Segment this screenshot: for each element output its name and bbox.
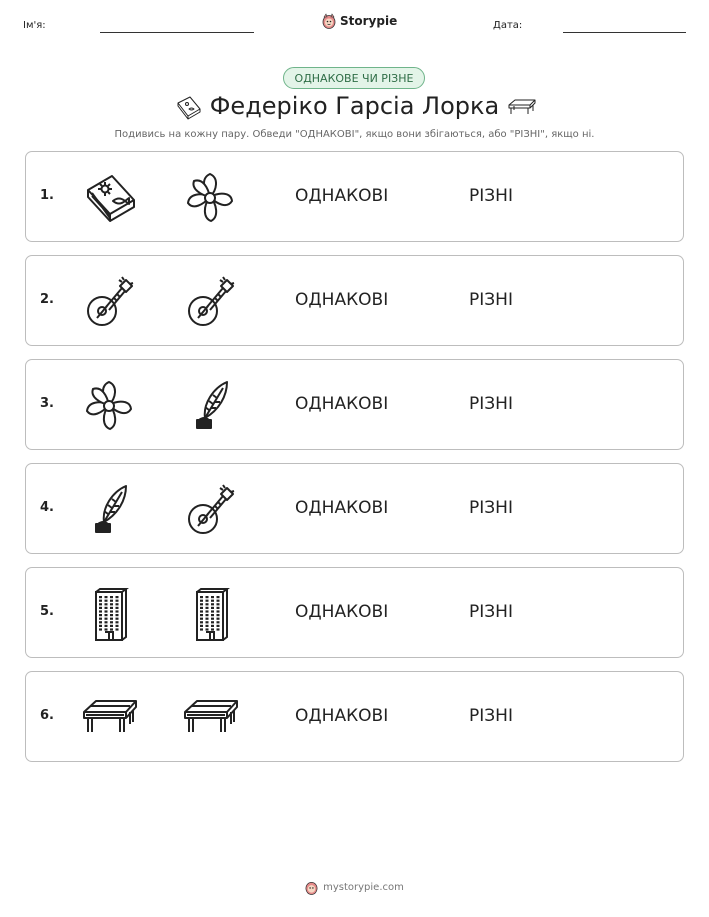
footer-url[interactable]: mystorypie.com (323, 882, 404, 893)
guitar-icon (181, 274, 239, 330)
row-number: 4. (40, 500, 54, 515)
quill-icon (181, 378, 239, 434)
option-same[interactable]: ОДНАКОВІ (295, 186, 389, 206)
storypie-logo (322, 13, 397, 29)
flower-icon (181, 170, 239, 226)
exercise-row (25, 151, 684, 242)
exercise-row (25, 567, 684, 658)
page-title: Федеріко Гарсіа Лорка (209, 92, 500, 120)
option-different[interactable]: РІЗНІ (469, 290, 513, 310)
guitar-icon (80, 274, 138, 330)
name-line[interactable] (100, 32, 254, 33)
book-icon (80, 170, 138, 226)
table-icon (181, 690, 239, 746)
option-different[interactable]: РІЗНІ (469, 394, 513, 414)
exercise-row (25, 671, 684, 762)
option-same[interactable]: ОДНАКОВІ (295, 290, 389, 310)
option-different[interactable]: РІЗНІ (469, 498, 513, 518)
option-same[interactable]: ОДНАКОВІ (295, 498, 389, 518)
brand-name: Storypie (340, 14, 398, 28)
option-same[interactable]: ОДНАКОВІ (295, 706, 389, 726)
exercise-row (25, 255, 684, 346)
option-same[interactable]: ОДНАКОВІ (295, 394, 389, 414)
date-line[interactable] (563, 32, 686, 33)
storypie-mascot-icon (305, 880, 318, 895)
row-number: 5. (40, 604, 54, 619)
instruction-text: Подивись на кожну пару. Обведи "ОДНАКОВІ", якщо вони збігаються, або "РІЗНІ", якщо ні. (114, 129, 595, 140)
storypie-mascot-icon (322, 13, 336, 29)
building-icon (181, 586, 239, 642)
row-number: 1. (40, 188, 54, 203)
flower-icon (80, 378, 138, 434)
name-label: Ім'я: (23, 20, 46, 31)
row-number: 2. (40, 292, 54, 307)
quill-icon (80, 482, 138, 538)
row-number: 6. (40, 708, 54, 723)
option-different[interactable]: РІЗНІ (469, 706, 513, 726)
building-icon (80, 586, 138, 642)
exercise-row (25, 359, 684, 450)
table-icon (507, 96, 537, 122)
option-different[interactable]: РІЗНІ (469, 602, 513, 622)
option-different[interactable]: РІЗНІ (469, 186, 513, 206)
row-number: 3. (40, 396, 54, 411)
table-icon (80, 690, 138, 746)
date-label: Дата: (493, 20, 523, 31)
option-same[interactable]: ОДНАКОВІ (295, 602, 389, 622)
guitar-icon (181, 482, 239, 538)
footer (0, 880, 709, 895)
exercise-row (25, 463, 684, 554)
worksheet-type-badge: ОДНАКОВЕ ЧИ РІЗНЕ (283, 67, 425, 89)
